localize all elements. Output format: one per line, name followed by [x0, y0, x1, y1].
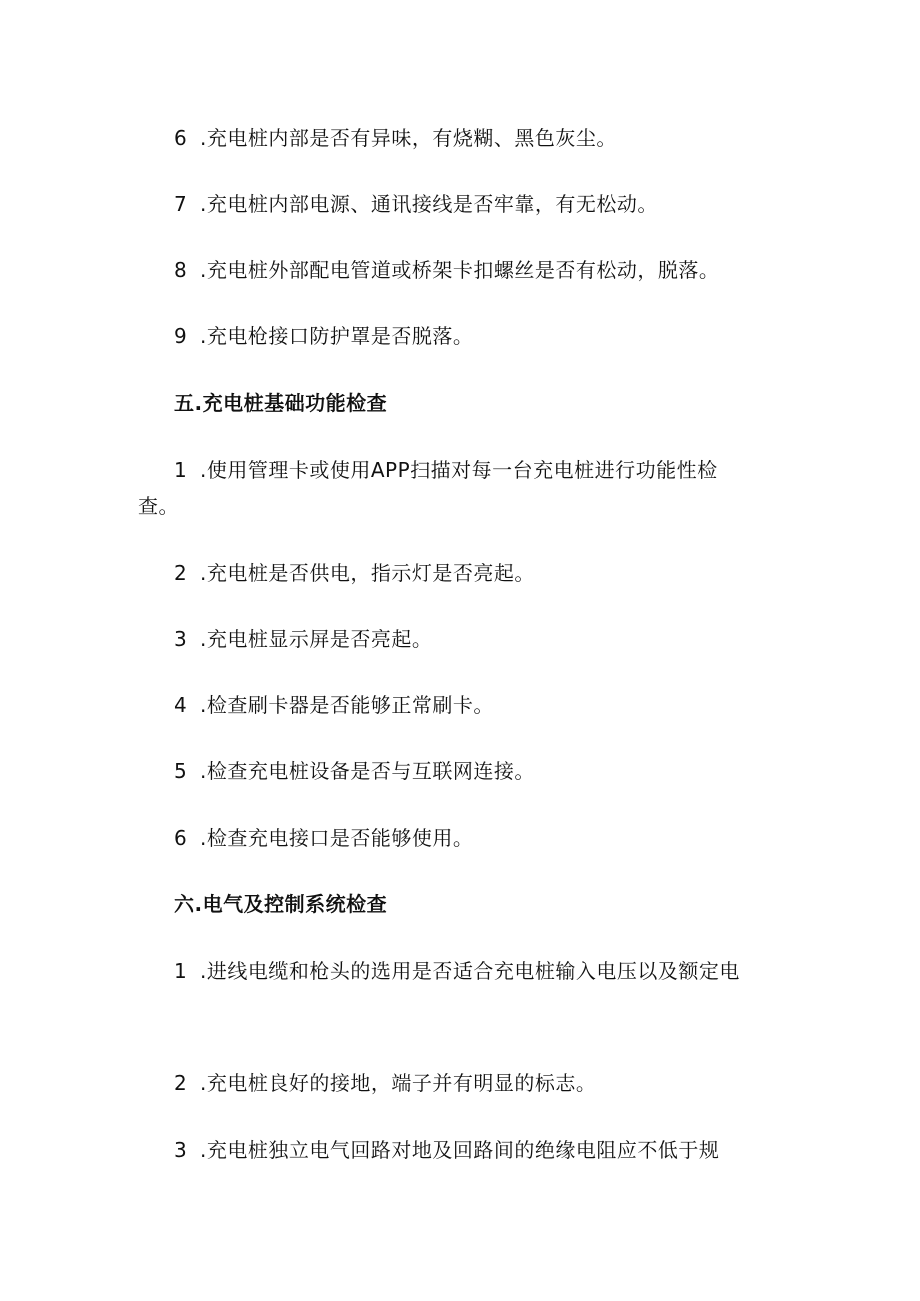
item-text: .充电桩独立电气回路对地及回路间的绝缘电阻应不低于规: [200, 1138, 720, 1162]
section-heading: 五.充电桩基础功能检查: [174, 391, 388, 415]
item-text: .充电桩内部是否有异味，有烧糊、黑色灰尘。: [200, 126, 617, 150]
item-number: 2: [174, 1071, 188, 1095]
item-text-continuation: 查。: [138, 494, 179, 518]
item-number: 1: [174, 458, 188, 482]
item-text: .充电桩良好的接地，端子并有明显的标志。: [200, 1071, 597, 1095]
item-number: 9: [174, 324, 188, 348]
item-text: .充电桩显示屏是否亮起。: [200, 627, 433, 651]
list-item: [174, 695, 494, 715]
item-text: .充电桩内部电源、通讯接线是否牢靠，有无松动。: [200, 192, 658, 216]
list-item: [174, 460, 718, 480]
list-item: [174, 563, 535, 583]
item-number: 7: [174, 192, 188, 216]
item-text: .充电桩是否供电，指示灯是否亮起。: [200, 561, 535, 585]
item-number: 6: [174, 126, 188, 150]
section-heading: 六.电气及控制系统检查: [174, 892, 388, 916]
list-item: [174, 194, 658, 214]
item-text: .检查充电接口是否能够使用。: [200, 826, 474, 850]
list-item: [174, 128, 617, 148]
item-number: 6: [174, 826, 188, 850]
item-number: 8: [174, 258, 188, 282]
list-item: [174, 326, 473, 346]
item-number: 3: [174, 627, 188, 651]
item-number: 2: [174, 561, 188, 585]
item-text: .进线电缆和枪头的选用是否适合充电桩输入电压以及额定电: [200, 959, 740, 983]
item-number: 3: [174, 1138, 188, 1162]
item-text: .检查刷卡器是否能够正常刷卡。: [200, 693, 494, 717]
item-number: 5: [174, 759, 188, 783]
list-item: [174, 828, 473, 848]
item-text: .检查充电桩设备是否与互联网连接。: [200, 759, 535, 783]
item-text: .充电枪接口防护罩是否脱落。: [200, 324, 474, 348]
item-number: 1: [174, 959, 188, 983]
list-item: [174, 961, 740, 981]
list-item: [174, 629, 432, 649]
list-item: [174, 1073, 596, 1093]
item-number: 4: [174, 693, 188, 717]
item-text: .充电桩外部配电管道或桥架卡扣螺丝是否有松动，脱落。: [200, 258, 720, 282]
list-item: [174, 1140, 719, 1160]
list-item: [174, 260, 719, 280]
list-item: [174, 761, 535, 781]
item-text: .使用管理卡或使用APP扫描对每一台充电桩进行功能性检: [200, 458, 718, 482]
